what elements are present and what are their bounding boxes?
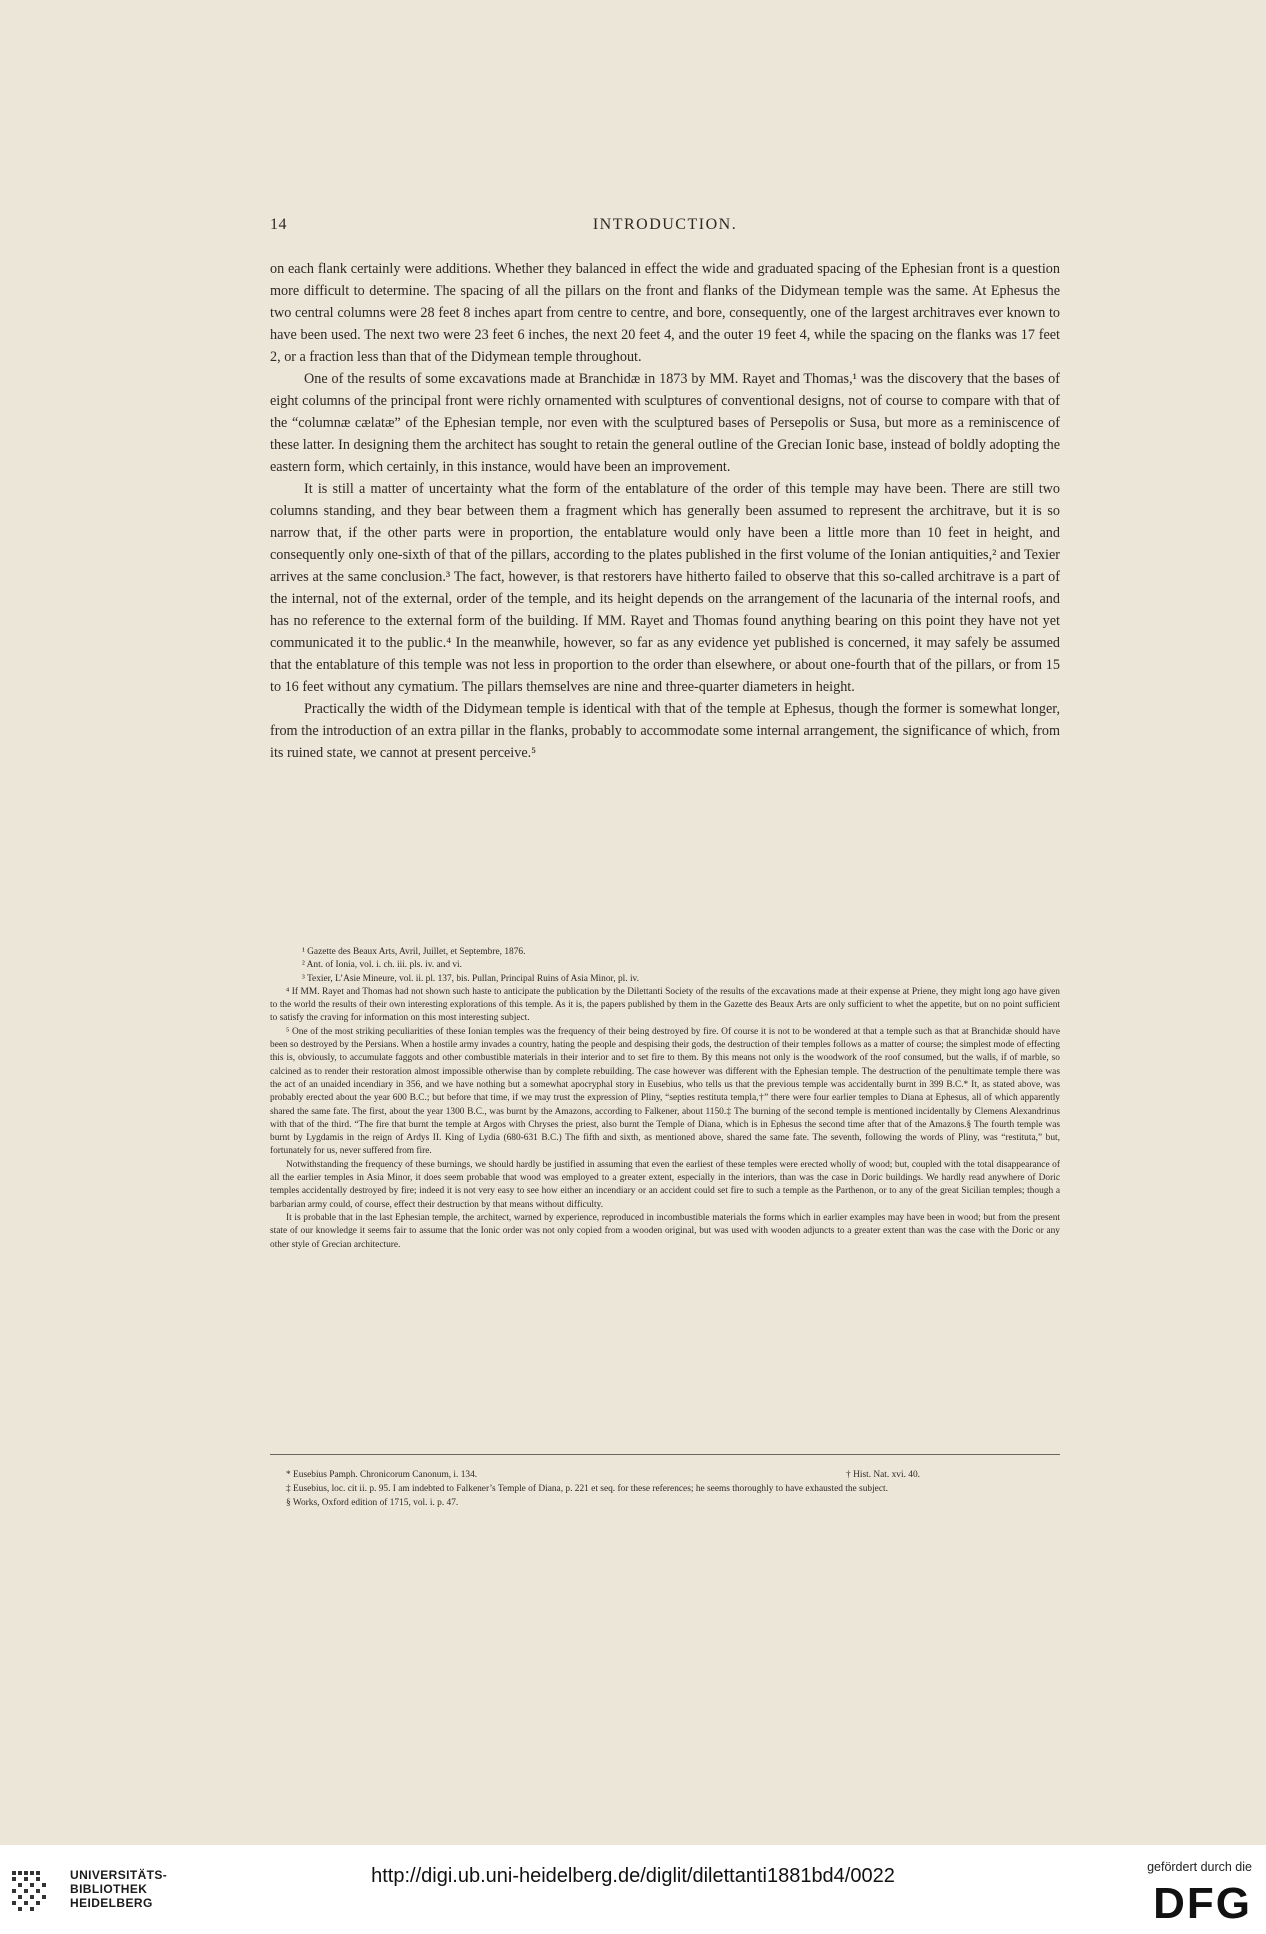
- footnote-2: ² Ant. of Ionia, vol. i. ch. iii. pls. iv. and vi.: [302, 960, 463, 971]
- footnotes: [270, 946, 1060, 1252]
- paragraph: It is still a matter of uncertainty what the form of the entablature of the order of this temple may have been. There are still two columns standing, and they bear between them a fragment which has generally been assumed to represent the architrave, but it is so narrow that, if the other parts were in proportion, the entablature would only have been a little more than 10 feet in height, and consequently only one-sixth of that of the pillars, according to the plates published in the first volume of the Ionian antiquities,² and Texier arrives at the same conclusion.³ The fact, however, is that restorers have hitherto failed to observe that this so-called architrave is a part of the internal, not of the external, order of the temple, and its height depends on the arrangement of the lacunaria of the internal roofs, and has no reference to the external form of the building. If MM. Rayet and Thomas found anything bearing on this point they have not yet communicated it to the public.⁴ In the meanwhile, however, so far as any evidence yet published is concerned, it may safely be assumed that the entablature of this temple was not less in proportion to the order than elsewhere, or about one-fourth that of the pillars, or from 15 to 16 feet without any cymatium. The pillars themselves are nine and three-quarter diameters in height.: [270, 481, 1060, 695]
- paragraph: Practically the width of the Didymean temple is identical with that of the temple at Ephesus, though the former is somewhat longer, from the introduction of an extra pillar in the flanks, probably to accommodate some internal arrangement, the significance of which, from its ruined state, we cannot at present perceive.⁵: [270, 701, 1060, 761]
- footnote-5-continued: It is probable that in the last Ephesian temple, the architect, warned by experience, reproduced in incombustible materials the forms which in earlier examples may have been in wood; but from the present state of our knowledge it seems fair to assume that the Ionic order was not only copied from a wooden original, but was used with wooden adjuncts to a greater extent than was the case with the Doric or any other style of Grecian architecture.: [270, 1212, 1060, 1250]
- footnote-divider: [270, 1454, 1060, 1455]
- dfg-logo: DFG: [1153, 1879, 1252, 1928]
- paragraph: on each flank certainly were additions. Whether they balanced in effect the wide and graduated spacing of the Ephesian front is a question more difficult to determine. The spacing of all the pillars on the front and flanks of the Didymean temple was the same. At Ephesus the two central columns were 28 feet 8 inches apart from centre to centre, and bore, consequently, one of the largest architraves ever known to have been used. The next two were 23 feet 6 inches, the next 20 feet 4, and the outer 19 feet 4, while the spacing on the flanks was 17 feet 2, or a fraction less than that of the Didymean temple throughout.: [270, 261, 1060, 365]
- sub-note-dagger: † Hist. Nat. xvi. 40.: [846, 1470, 920, 1480]
- running-head: INTRODUCTION.: [592, 216, 738, 233]
- permalink-url[interactable]: http://digi.ub.uni-heidelberg.de/diglit/dilettanti1881bd4/0022: [371, 1865, 895, 1887]
- sub-notes: [270, 1468, 1060, 1510]
- university-seal-icon: [8, 1865, 58, 1919]
- body-text: [270, 258, 1060, 764]
- footnote-5-continued: Notwithstanding the frequency of these burnings, we should hardly be justified in assuming that even the earliest of these temples were erected wholly of wood; but, coupled with the total disappearance of all the earlier temples in Asia Minor, it does seem probable that wood was employed to a greater extent, especially in the interiors, than was the case in Doric buildings. We hardly read anywhere of Doric temples accidentally destroyed by fire; indeed it is not very easy to see how either an incendiary or an accident could set fire to such a temple as the Parthenon, or to any of the great Sicilian temples; though a barbarian army could, of course, effect their destruction by that means without difficulty.: [270, 1159, 1060, 1210]
- footnote-1: ¹ Gazette des Beaux Arts, Avril, Juillet, et Septembre, 1876.: [302, 947, 526, 957]
- footnote-4: ⁴ If MM. Rayet and Thomas had not shown such haste to anticipate the publication by the Dilettanti Society of the results of the excavations made at their expense at Priene, they might long ago have given to the world the results of their own interesting explorations of this temple. As it is, the papers published by them in the Gazette des Beaux Arts are only sufficient to whet the appetite, but on no point sufficient to satisfy the craving for information on this most interesting subject.: [270, 986, 1060, 1024]
- funded-by-label: gefördert durch die: [1147, 1860, 1252, 1874]
- sub-note-double-dagger: ‡ Eusebius, loc. cit ii. p. 95. I am indebted to Falkener’s Temple of Diana, p. 221 et seq. for these references; he seems thoroughly to have exhausted the subject.: [286, 1484, 888, 1494]
- viewer-footer: [0, 1845, 1266, 1934]
- footnote-5: ⁵ One of the most striking peculiarities of these Ionian temples was the frequency of their being destroyed by fire. Of course it is not to be wondered at that a temple such as that at Branchidæ should have been so destroyed by the Persians. When a hostile army invades a country, hating the people and despising their gods, the destruction of their temples follows as a matter of course; the simplest mode of effecting this is, obviously, to accumulate faggots and other combustible materials in their interior and to set fire to them. By this means not only is the woodwork of the roof consumed, but the walls, if of marble, so calcined as to render their restoration almost impossible otherwise than by complete rebuilding. The case however was different with the Ephesian temple. The destruction of the penultimate temple there was the act of an unaided incendiary in 356, and we have nothing but a somewhat apocryphal story in Eusebius, who tells us that the previous temple was accidentally burnt in 399 B.C.* It, as stated above, was probably erected about the year 600 B.C.; but before that time, if we may trust the expression of Pliny, “septies restituta templa,†” there were four earlier temples to Diana at Ephesus, all of which apparently shared the same fate. The first, about the year 1300 B.C., was burnt by the Amazons, according to Falkener, about 1150.‡ The burning of the second temple is mentioned incidentally by Clemens Alexandrinus with that of the third. “The fire that burnt the temple at Argos with Chryses the priest, also burnt the Temple of Diana, which is in Ephesus the second time after that of the Amazons.§ The fourth temple was burnt by Lygdamis in the reign of Ardys II. King of Lydia (680-631 B.C.) The fifth and sixth, as mentioned above, shared the same fate. The seventh, following the words of Pliny, was “restituta,” but, fortunately for us, never suffered from fire.: [270, 1026, 1060, 1157]
- sub-note-star: * Eusebius Pamph. Chronicorum Canonum, i. 134.: [286, 1470, 478, 1480]
- library-name: UNIVERSITÄTS- BIBLIOTHEK HEIDELBERG: [70, 1868, 168, 1910]
- page-number: 14: [270, 216, 287, 233]
- paragraph: One of the results of some excavations made at Branchidæ in 1873 by MM. Rayet and Thomas,¹ was the discovery that the bases of eight columns of the principal front were richly ornamented with sculptures of conventional designs, not of course to compare with that of the “columnæ cælatæ” of the Ephesian temple, nor even with the sculptured bases of Persepolis or Susa, but more as a reminiscence of these latter. In designing them the architect has sought to retain the general outline of the Grecian Ionic base, instead of boldly adopting the eastern form, which certainly, in this instance, would have been an improvement.: [270, 371, 1060, 475]
- footnote-3: ³ Texier, L’Asie Mineure, vol. ii. pl. 137, bis. Pullan, Principal Ruins of Asia Minor, pl. iv.: [302, 973, 639, 984]
- sub-note-section: § Works, Oxford edition of 1715, vol. i. p. 47.: [286, 1498, 459, 1508]
